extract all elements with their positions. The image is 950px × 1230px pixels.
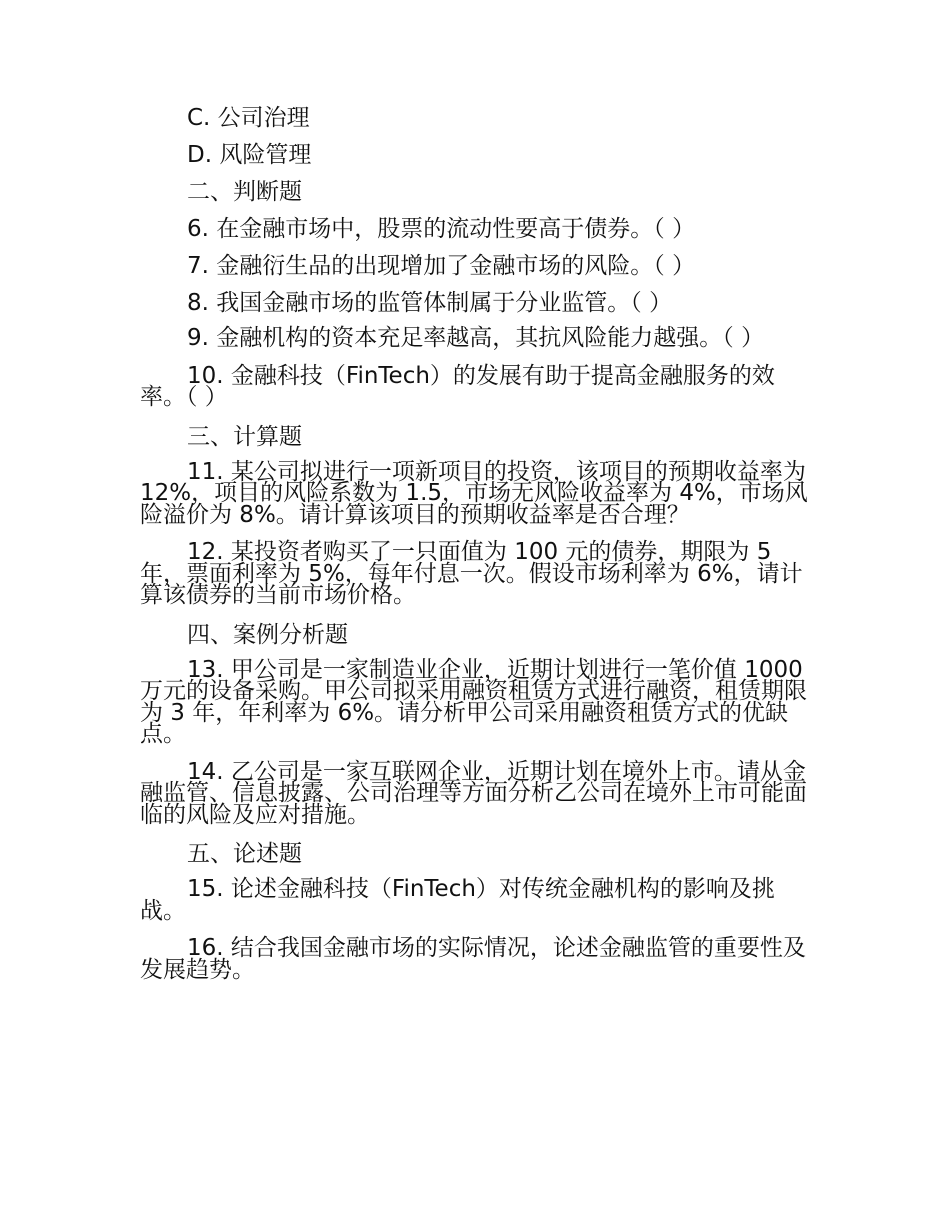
question-7: 7. 金融衍生品的出现增加了金融市场的风险。（ ） [187,253,696,279]
question-6: 6. 在金融市场中，股票的流动性要高于债券。（ ） [187,216,696,242]
question-14: 14. 乙公司是一家互联网企业，近期计划在境外上市。请从金融监管、信息披露、公司治理等方面分析乙公司在境外上市可能面临的风险及应对措施。 [140,758,807,828]
question-10: 10. 金融科技（FinTech）的发展有助于提高金融服务的效率。（ ） [140,362,775,410]
section-heading-case-analysis: 四、案例分析题 [187,621,348,648]
section-heading-essay: 五、论述题 [187,841,302,867]
question-8: 8. 我国金融市场的监管体制属于分业监管。（ ） [187,290,673,316]
section-heading-calculation: 三、计算题 [187,423,302,450]
document-content [140,100,810,991]
question-13: 13. 甲公司是一家制造业企业，近期计划进行一笔价值 1000 万元的设备采购。甲公司拟采用融资租赁方式进行融资，租赁期限为 3 年，年利率为 6%。请分析甲公司采用融资租赁方式的优缺点。 [140,656,807,747]
option-d: D. 风险管理 [187,142,312,168]
question-9: 9. 金融机构的资本充足率越高，其抗风险能力越强。（ ） [187,325,765,351]
question-11: 11. 某公司拟进行一项新项目的投资，该项目的预期收益率为 12%，项目的风险系数为 1.5，市场无风险收益率为 4%，市场风险溢价为 8%。请计算该项目的预期收益率是否合理？ [140,458,808,528]
option-c: C. 公司治理 [187,105,310,131]
section-heading-judgement: 二、判断题 [187,179,302,205]
question-15: 15. 论述金融科技（FinTech）对传统金融机构的影响及挑战。 [140,876,775,924]
question-16: 16. 结合我国金融市场的实际情况，论述金融监管的重要性及发展趋势。 [140,935,806,983]
question-12: 12. 某投资者购买了一只面值为 100 元的债券，期限为 5 年，票面利率为 5%，每年付息一次。假设市场利率为 6%，请计算该债券的当前市场价格。 [140,539,803,608]
